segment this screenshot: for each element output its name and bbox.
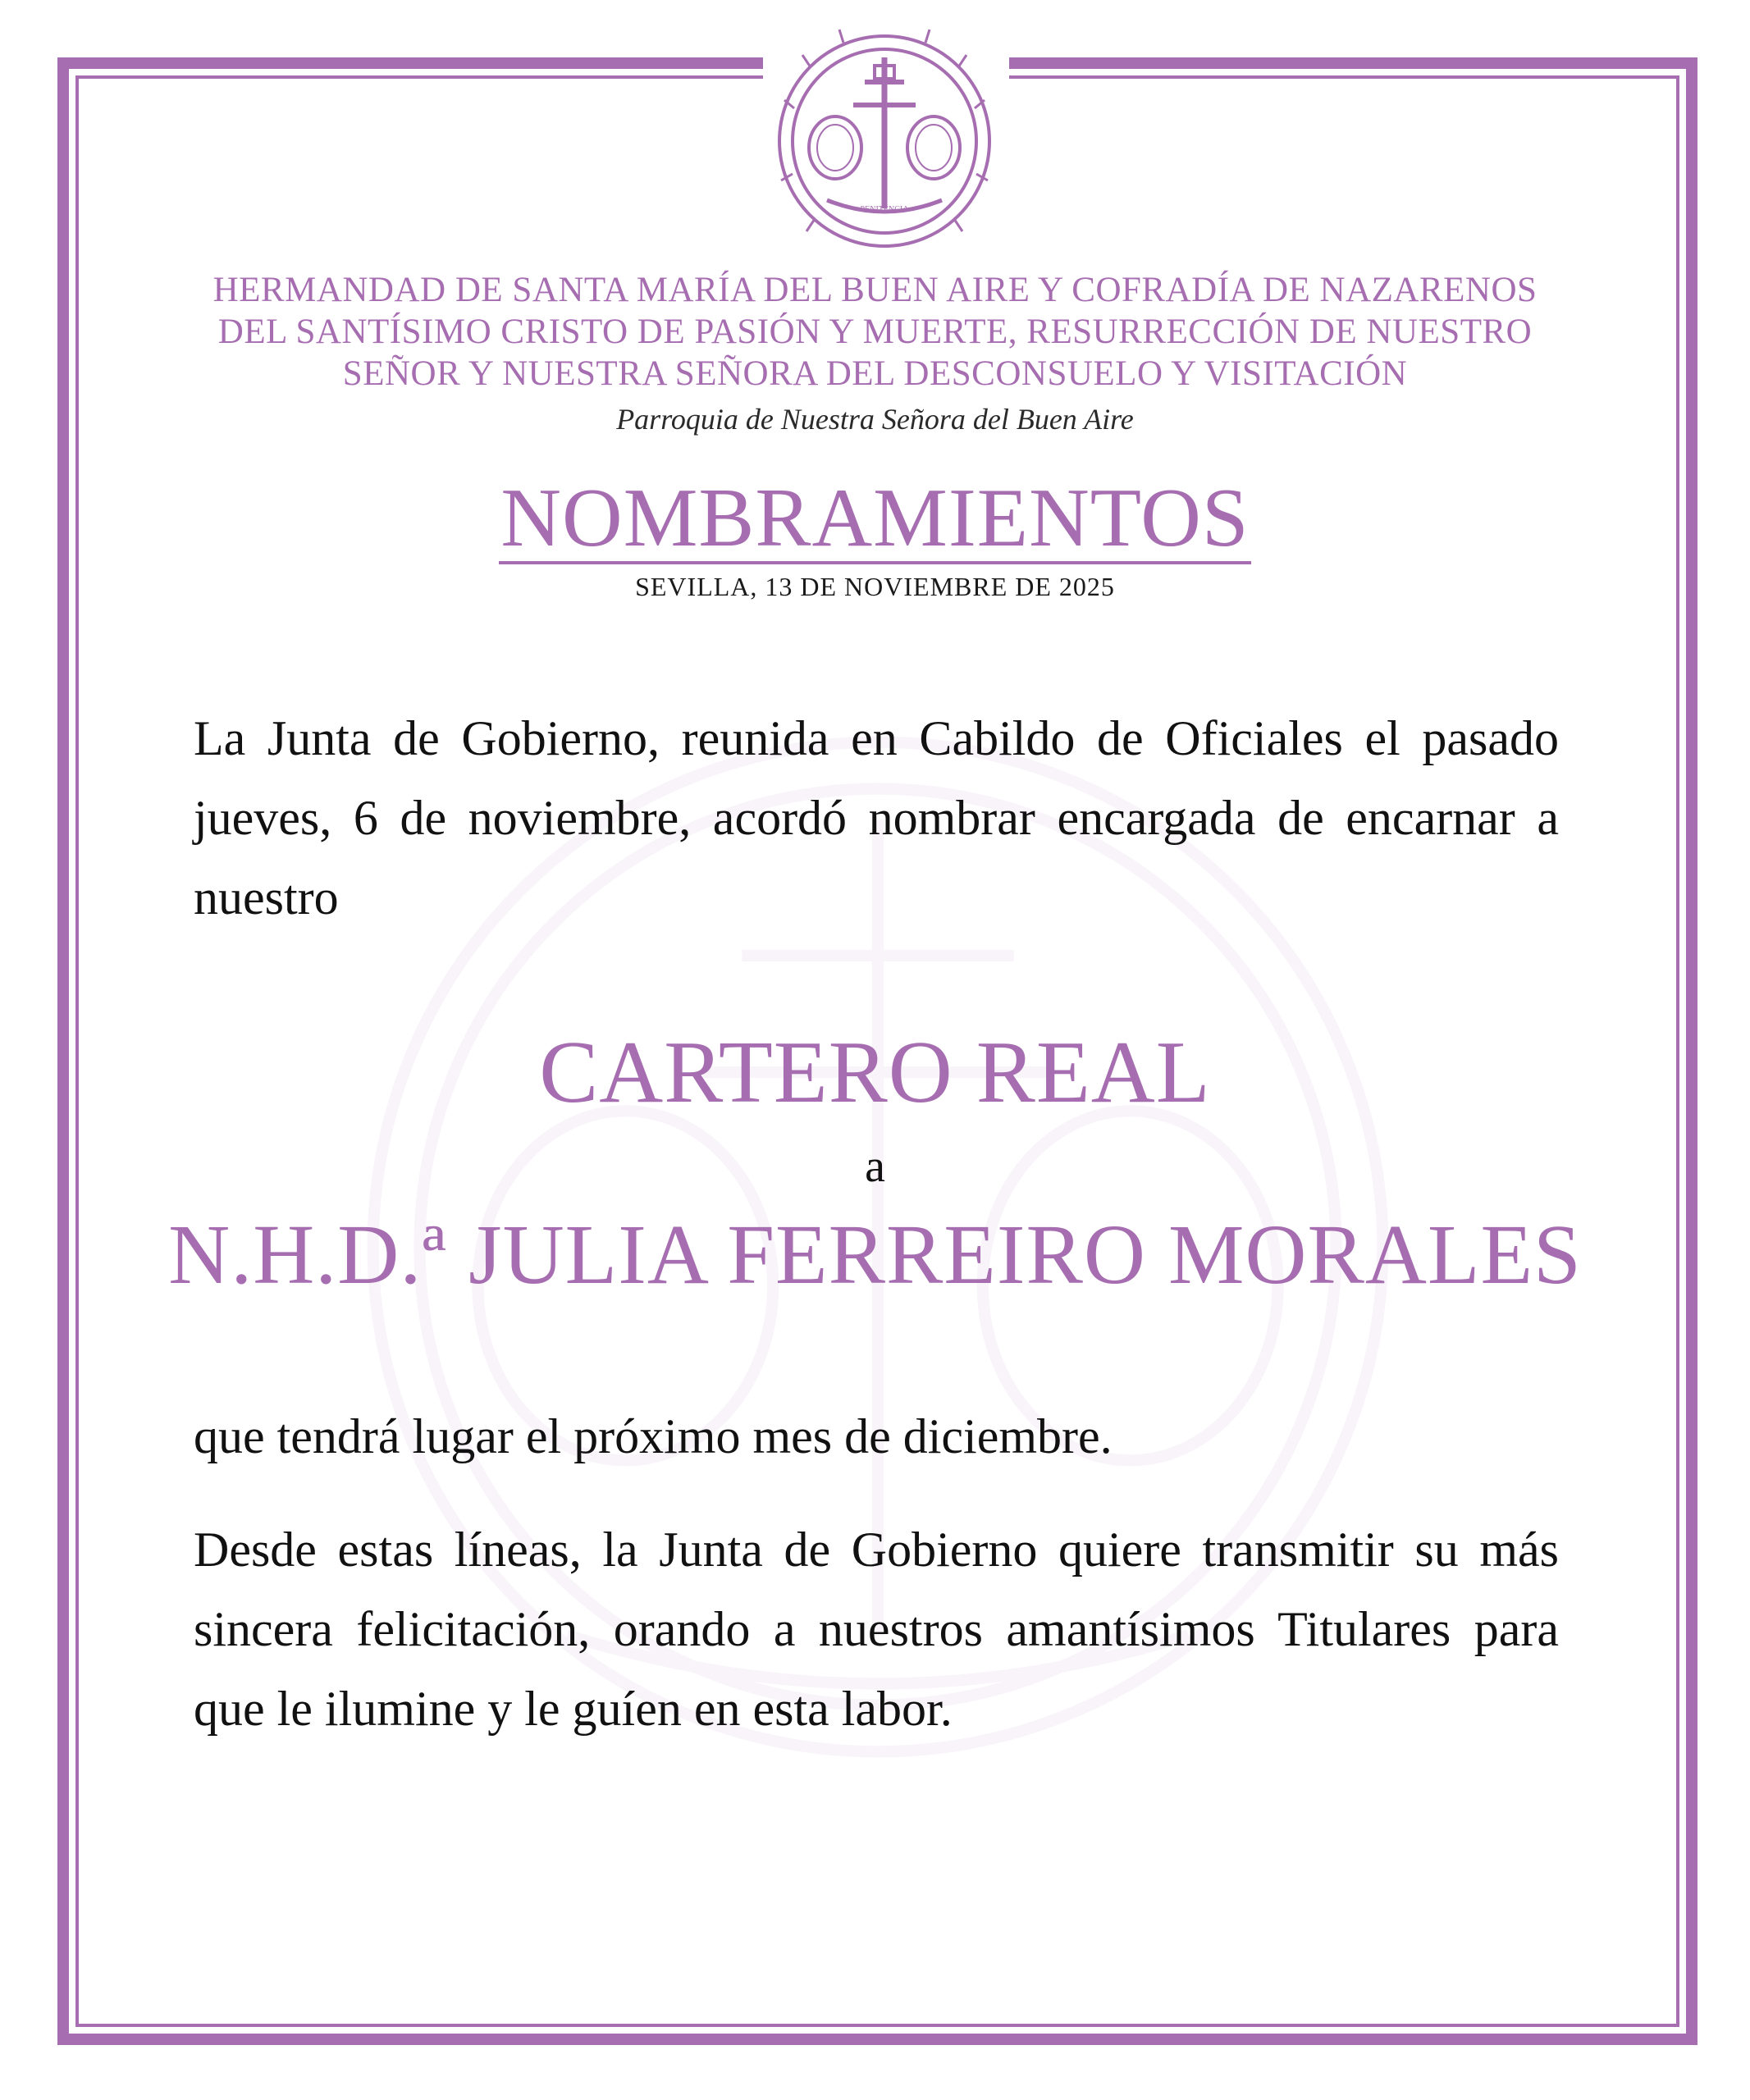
timing-paragraph: que tendrá lugar el próximo mes de diciembre. — [194, 1409, 1113, 1463]
page-title: NOMBRAMIENTOS — [500, 472, 1250, 564]
brotherhood-line-2: DEL SANTÍSIMO CRISTO DE PASIÓN Y MUERTE, RESURRECCIÓN DE NUESTRO — [217, 313, 1533, 351]
appointed-role: CARTERO REAL — [539, 1024, 1211, 1121]
parish-name: Parroquia de Nuestra Señora del Buen Aire — [616, 403, 1134, 436]
brotherhood-line-1: HERMANDAD DE SANTA MARÍA DEL BUEN AIRE Y COFRADÍA DE NAZARENOS — [212, 271, 1538, 309]
connector-word: a — [865, 1141, 885, 1192]
appointee-name: N.H.D.ª JULIA FERREIRO MORALES — [168, 1208, 1582, 1302]
brotherhood-name — [0, 269, 1750, 395]
intro-paragraph: La Junta de Gobierno, reunida en Cabildo de Oficiales el pasado jueves, 6 de noviembre, acordó nombrar encargada de encarnar a nuestro — [194, 711, 1559, 924]
announcement-date: SEVILLA, 13 DE NOVIEMBRE DE 2025 — [635, 572, 1115, 601]
heading-container — [0, 472, 1750, 564]
congratulation-paragraph: Desde estas líneas, la Junta de Gobierno quiere transmitir su más sincera felicitación, orando a nuestros amantísimos Titulares para que le ilumine y le guíen en esta labor. — [194, 1522, 1559, 1736]
brotherhood-line-3: SEÑOR Y NUESTRA SEÑORA DEL DESCONSUELO Y VISITACIÓN — [342, 354, 1408, 393]
brotherhood-crest-icon — [761, 18, 1008, 264]
seal-ribbon-text: PENITENCIA — [860, 205, 909, 214]
